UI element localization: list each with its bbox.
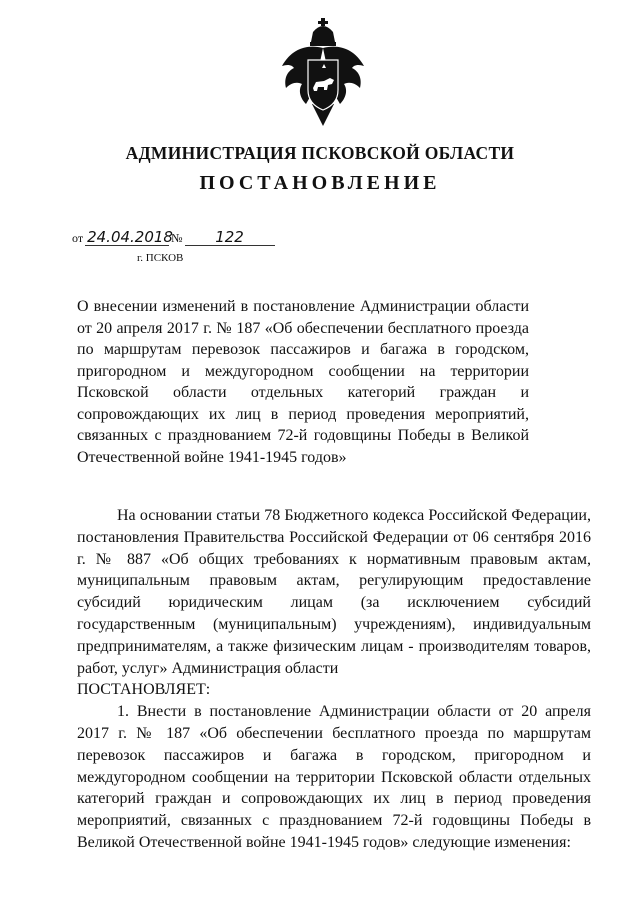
document-city: г. ПСКОВ (137, 252, 184, 264)
document-date: 24.04.2018 (87, 228, 173, 246)
document-meta (70, 226, 275, 246)
preamble-paragraph: На основании статьи 78 Бюджетного кодекса Российской Федерации, постановления Правительства Российской Федерации от 06 сентября 2016 г. № 887 «Об общих требованиях к нормативным правовым актам, муниципальным правовым актам, регулирующим предоставление субсидий юридическим лицам (за исключением субсидий государственным (муниципальным) учреждениям), индивидуальным предпринимателям, а также физическим лицам - производителям товаров, работ, услуг» Администрация области (77, 507, 591, 677)
document-type-title: ПОСТАНОВЛЕНИЕ (199, 172, 441, 194)
document-number: 122 (185, 229, 275, 246)
resolves-heading: ПОСТАНОВЛЯЕТ: (77, 681, 211, 699)
organization-title: АДМИНИСТРАЦИЯ ПСКОВСКОЙ ОБЛАСТИ (125, 143, 515, 163)
document-subject (77, 296, 529, 468)
item-1-paragraph: 1. Внести в постановление Администрации области от 20 апреля 2017 г. № 187 «Об обеспечении бесплатного проезда по маршрутам перевозок пассажиров и багажа в городском, пригородном и междугородном сообщении на территории Псковской области отдельных категорий граждан и сопровождающих их лиц в период проведения мероприятий, связанных с празднованием 72-й годовщины Победы в Великой Отечественной войне 1941-1945 годов» следующие изменения: (77, 703, 591, 851)
coat-of-arms-emblem (278, 18, 368, 130)
coat-of-arms-icon (278, 18, 368, 130)
date-label: от (72, 231, 84, 245)
document-body (77, 505, 591, 854)
number-label: № (171, 231, 183, 245)
subject-text: О внесении изменений в постановление Администрации области от 20 апреля 2017 г. № 187 «Об обеспечении бесплатного проезда по маршрутам перевозок пассажиров и багажа в городском, пригородном и междугородном сообщении на территории Псковской области отдельных категорий граждан и сопровождающих их лиц в период проведения мероприятий, связанных с празднованием 72-й годовщины Победы в Великой Отечественной войне 1941-1945 годов» (77, 298, 529, 466)
